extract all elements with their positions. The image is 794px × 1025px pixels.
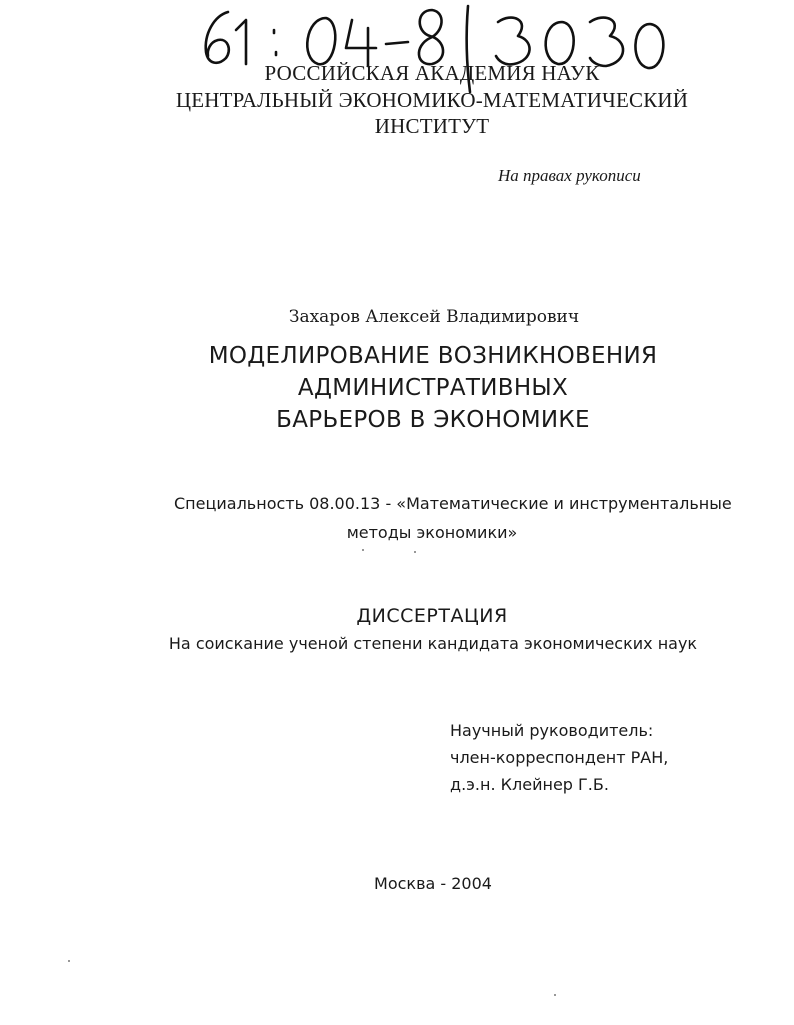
organization-line-2: ЦЕНТРАЛЬНЫЙ ЭКОНОМИКО-МАТЕМАТИЧЕСКИЙ [175, 88, 689, 112]
scan-speck [414, 551, 416, 553]
supervisor-block [450, 717, 668, 798]
supervisor-name: д.э.н. Клейнер Г.Б. [450, 775, 609, 794]
organization-line-1: РОССИЙСКАЯ АКАДЕМИЯ НАУК [264, 61, 600, 85]
organization-line-3: ИНСТИТУТ [374, 114, 490, 138]
title-line-3: БАРЬЕРОВ В ЭКОНОМИКЕ [276, 407, 590, 433]
scan-speck [362, 549, 364, 551]
supervisor-rank: член-корреспондент РАН, [450, 748, 669, 767]
specialty-line-2: методы экономики» [346, 523, 518, 542]
author-name: Захаров Алексей Владимирович [288, 307, 580, 327]
supervisor-label: Научный руководитель: [450, 721, 654, 740]
dissertation-heading: ДИССЕРТАЦИЯ [356, 605, 508, 627]
scan-speck [68, 960, 70, 962]
specialty-line-1: Специальность 08.00.13 - «Математические и инструментальные [174, 494, 732, 513]
scan-speck [554, 994, 556, 996]
title-line-1: МОДЕЛИРОВАНИЕ ВОЗНИКНОВЕНИЯ [208, 343, 658, 369]
rights-note: На правах рукописи [498, 166, 641, 185]
place-and-year: Москва - 2004 [374, 874, 492, 893]
title-line-2: АДМИНИСТРАТИВНЫХ [297, 375, 569, 401]
dissertation-subtitle: На соискание ученой степени кандидата экономических наук [168, 634, 698, 653]
